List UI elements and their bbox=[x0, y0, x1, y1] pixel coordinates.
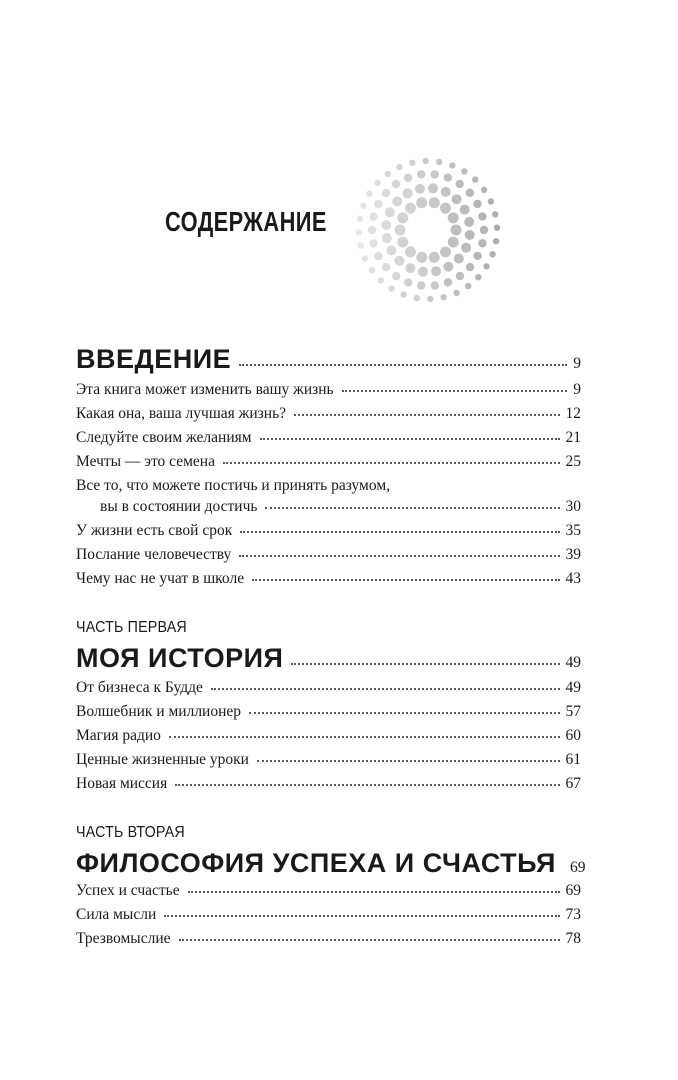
sunburst-dot bbox=[489, 251, 495, 257]
sunburst-dot bbox=[448, 237, 459, 248]
entry-title: Магия радио bbox=[76, 727, 161, 744]
sunburst-dot bbox=[473, 200, 481, 208]
entry-title-line1[interactable]: Все то, что можете постичь и принять разумом, bbox=[76, 477, 390, 494]
sunburst-dot bbox=[388, 285, 394, 291]
sunburst-dot bbox=[429, 197, 440, 208]
dot-leader bbox=[188, 890, 560, 893]
sunburst-dot bbox=[478, 212, 486, 220]
sunburst-dot bbox=[405, 263, 415, 273]
entry-title: Сила мысли bbox=[76, 906, 157, 923]
page-number: 67 bbox=[565, 775, 581, 792]
dot-leader bbox=[169, 735, 560, 738]
sunburst-dot bbox=[461, 168, 467, 174]
sunburst-dot bbox=[368, 226, 376, 234]
sunburst-dot bbox=[440, 203, 451, 214]
sunburst-dot bbox=[356, 229, 362, 235]
sunburst-dot bbox=[423, 158, 429, 164]
sunburst-dot bbox=[392, 180, 400, 188]
sunburst-dot bbox=[466, 263, 474, 271]
sunburst-dot bbox=[480, 226, 488, 234]
sunburst-dot bbox=[382, 263, 390, 271]
toc-entry[interactable] bbox=[76, 453, 581, 471]
toc-chapter-intro[interactable] bbox=[76, 344, 581, 375]
sunburst-dot bbox=[453, 290, 459, 296]
entry-title: Следуйте своим желаниям bbox=[76, 429, 252, 446]
sunburst-dot bbox=[427, 296, 433, 302]
dot-leader bbox=[240, 530, 559, 533]
sunburst-dot bbox=[417, 281, 425, 289]
dot-leader bbox=[260, 437, 560, 440]
page-title: СОДЕРЖАНИЕ bbox=[165, 206, 327, 237]
toc-entry[interactable] bbox=[76, 429, 581, 447]
sunburst-dot bbox=[436, 159, 442, 165]
toc-entry[interactable] bbox=[76, 405, 581, 423]
dot-leader bbox=[211, 687, 560, 690]
sunburst-dot bbox=[444, 278, 452, 286]
sunburst-dot bbox=[428, 183, 438, 193]
chapter-title: ВВЕДЕНИЕ bbox=[76, 344, 232, 374]
sunburst-dot bbox=[475, 274, 481, 280]
entry-title: Трезвомыслие bbox=[76, 930, 171, 947]
sunburst-dot bbox=[374, 200, 382, 208]
sunburst-dot bbox=[392, 196, 402, 206]
sunburst-dot bbox=[478, 239, 486, 247]
dot-leader bbox=[179, 938, 560, 941]
sunburst-dot bbox=[456, 272, 464, 280]
sunburst-dot bbox=[409, 160, 415, 166]
sunburst-dot bbox=[492, 211, 498, 217]
entry-title: Ценные жизненные уроки bbox=[76, 751, 249, 768]
sunburst-dot bbox=[452, 194, 462, 204]
sunburst-dot bbox=[431, 281, 439, 289]
sunburst-dot bbox=[397, 237, 408, 248]
sunburst-dot bbox=[416, 197, 427, 208]
sunburst-dot bbox=[362, 255, 368, 261]
sunburst-dot bbox=[466, 189, 474, 197]
page-number: 57 bbox=[565, 703, 581, 720]
sunburst-dot bbox=[461, 243, 471, 253]
toc-entry[interactable] bbox=[76, 882, 581, 900]
sunburst-dot bbox=[404, 174, 412, 182]
toc-entry[interactable] bbox=[76, 679, 581, 697]
page-number: 43 bbox=[565, 570, 581, 587]
dot-leader bbox=[294, 413, 559, 416]
entry-title: Мечты — это семена bbox=[76, 453, 215, 470]
sunburst-dot bbox=[414, 295, 420, 301]
toc-entry[interactable] bbox=[76, 751, 581, 769]
page-number: 30 bbox=[565, 498, 581, 515]
sunburst-dot bbox=[405, 246, 416, 257]
sunburst-dot bbox=[385, 171, 391, 177]
sunburst-dot bbox=[456, 180, 464, 188]
dot-leader bbox=[175, 783, 559, 786]
sunburst-dot bbox=[488, 198, 494, 204]
dot-leader bbox=[249, 711, 559, 714]
dot-leader bbox=[342, 389, 568, 392]
toc-entry[interactable] bbox=[76, 381, 581, 399]
toc-entry[interactable] bbox=[76, 546, 581, 564]
sunburst-dot bbox=[382, 189, 390, 197]
sunburst-dot bbox=[360, 203, 366, 209]
toc-chapter-philosophy[interactable] bbox=[76, 848, 586, 879]
sunburst-dot bbox=[401, 291, 407, 297]
sunburst-dot bbox=[472, 176, 478, 182]
sunburst-dot bbox=[441, 294, 447, 300]
entry-title-line2: вы в состоянии достичь bbox=[100, 498, 258, 515]
part-label: ЧАСТЬ ВТОРАЯ bbox=[76, 824, 185, 841]
sunburst-dot bbox=[403, 188, 413, 198]
part-label: ЧАСТЬ ПЕРВАЯ bbox=[76, 619, 187, 636]
dot-leader bbox=[239, 554, 559, 557]
toc-entry[interactable] bbox=[76, 775, 581, 793]
sunburst-dot bbox=[374, 180, 380, 186]
dot-leader bbox=[239, 363, 567, 366]
sunburst-dot bbox=[449, 162, 455, 168]
sunburst-dot bbox=[441, 187, 451, 197]
toc-entry[interactable] bbox=[76, 930, 581, 948]
sunburst-dot bbox=[394, 256, 404, 266]
sunburst-dot bbox=[444, 173, 452, 181]
sunburst-dot bbox=[443, 262, 453, 272]
entry-title: Успех и счастье bbox=[76, 882, 180, 899]
sunburst-dot bbox=[465, 283, 471, 289]
sunburst-dot bbox=[385, 207, 395, 217]
sunburst-dot bbox=[483, 263, 489, 269]
sunburst-dot bbox=[493, 238, 499, 244]
toc-chapter-my-story[interactable] bbox=[76, 643, 581, 674]
page-number: 21 bbox=[565, 429, 581, 446]
page-number: 61 bbox=[565, 751, 581, 768]
entry-title: Какая она, ваша лучшая жизнь? bbox=[76, 405, 287, 422]
sunburst-dot bbox=[416, 252, 427, 263]
sunburst-dot bbox=[381, 220, 391, 230]
toc-entry[interactable] bbox=[76, 498, 581, 516]
sunburst-dot bbox=[405, 203, 416, 214]
sunburst-dot bbox=[369, 239, 377, 247]
sunburst-dot bbox=[374, 252, 382, 260]
sunburst-dot bbox=[465, 230, 475, 240]
sunburst-dot bbox=[448, 212, 459, 223]
entry-title: Новая миссия bbox=[76, 775, 168, 792]
page-number: 73 bbox=[565, 906, 581, 923]
sunburst-dot bbox=[431, 266, 441, 276]
page-number: 12 bbox=[565, 405, 581, 422]
sunburst-dot bbox=[366, 190, 372, 196]
dot-leader bbox=[164, 914, 559, 917]
sunburst-dot bbox=[417, 170, 425, 178]
page-number: 49 bbox=[565, 654, 581, 671]
sunburst-dot bbox=[369, 267, 375, 273]
toc-entry[interactable] bbox=[76, 570, 581, 588]
sunburst-dot bbox=[431, 170, 439, 178]
page-number: 35 bbox=[565, 522, 581, 539]
toc-entry[interactable] bbox=[76, 703, 581, 721]
sunburst-dot bbox=[415, 184, 425, 194]
page-number: 78 bbox=[565, 930, 581, 947]
dot-leader bbox=[257, 759, 560, 762]
page-number: 69 bbox=[569, 859, 586, 876]
entry-title: От бизнеса к Будде bbox=[76, 679, 203, 696]
sunburst-dot bbox=[473, 252, 481, 260]
toc-entry[interactable] bbox=[76, 906, 581, 924]
page-number: 9 bbox=[573, 355, 581, 372]
dot-leader bbox=[223, 461, 560, 464]
page-number: 60 bbox=[565, 727, 581, 744]
sunburst-dot bbox=[418, 267, 428, 277]
sunburst-dot bbox=[378, 277, 384, 283]
dot-leader bbox=[252, 578, 559, 581]
chapter-title: МОЯ ИСТОРИЯ bbox=[76, 643, 284, 673]
sunburst-dot bbox=[460, 205, 470, 215]
sunburst-dot bbox=[451, 225, 462, 236]
entry-title: Эта книга может изменить вашу жизнь bbox=[76, 381, 334, 398]
page-number: 69 bbox=[565, 882, 581, 899]
sunburst-dot bbox=[386, 245, 396, 255]
toc-entry[interactable] bbox=[76, 522, 581, 540]
sunburst-dot bbox=[440, 246, 451, 257]
entry-title: Чему нас не учат в школе bbox=[76, 570, 245, 587]
entry-title: Волшебник и миллионер bbox=[76, 703, 242, 720]
dot-leader bbox=[265, 506, 559, 509]
page-number: 25 bbox=[565, 453, 581, 470]
sunburst-dot bbox=[454, 254, 464, 264]
sunburst-dot bbox=[357, 216, 363, 222]
sunburst-dot bbox=[481, 187, 487, 193]
sunburst-dot bbox=[358, 243, 364, 249]
sunburst-dot bbox=[429, 252, 440, 263]
entry-title: У жизни есть свой срок bbox=[76, 522, 233, 539]
sunburst-dot bbox=[369, 213, 377, 221]
sunburst-dot bbox=[404, 278, 412, 286]
sunburst-dot bbox=[464, 217, 474, 227]
chapter-title: ФИЛОСОФИЯ УСПЕХА И СЧАСТЬЯ bbox=[76, 848, 556, 878]
entry-title: Послание человечеству bbox=[76, 546, 232, 563]
toc-entry[interactable] bbox=[76, 727, 581, 745]
dot-leader bbox=[291, 662, 559, 665]
sunburst-dot bbox=[397, 212, 408, 223]
sunburst-dot bbox=[392, 272, 400, 280]
page-number: 9 bbox=[573, 381, 581, 398]
sunburst-dot bbox=[382, 233, 392, 243]
sunburst-dot bbox=[396, 164, 402, 170]
sunburst-dot bbox=[395, 225, 406, 236]
sunburst-dot bbox=[494, 225, 500, 231]
page-number: 39 bbox=[565, 546, 581, 563]
sunburst-ornament bbox=[348, 150, 508, 310]
page-number: 49 bbox=[565, 679, 581, 696]
